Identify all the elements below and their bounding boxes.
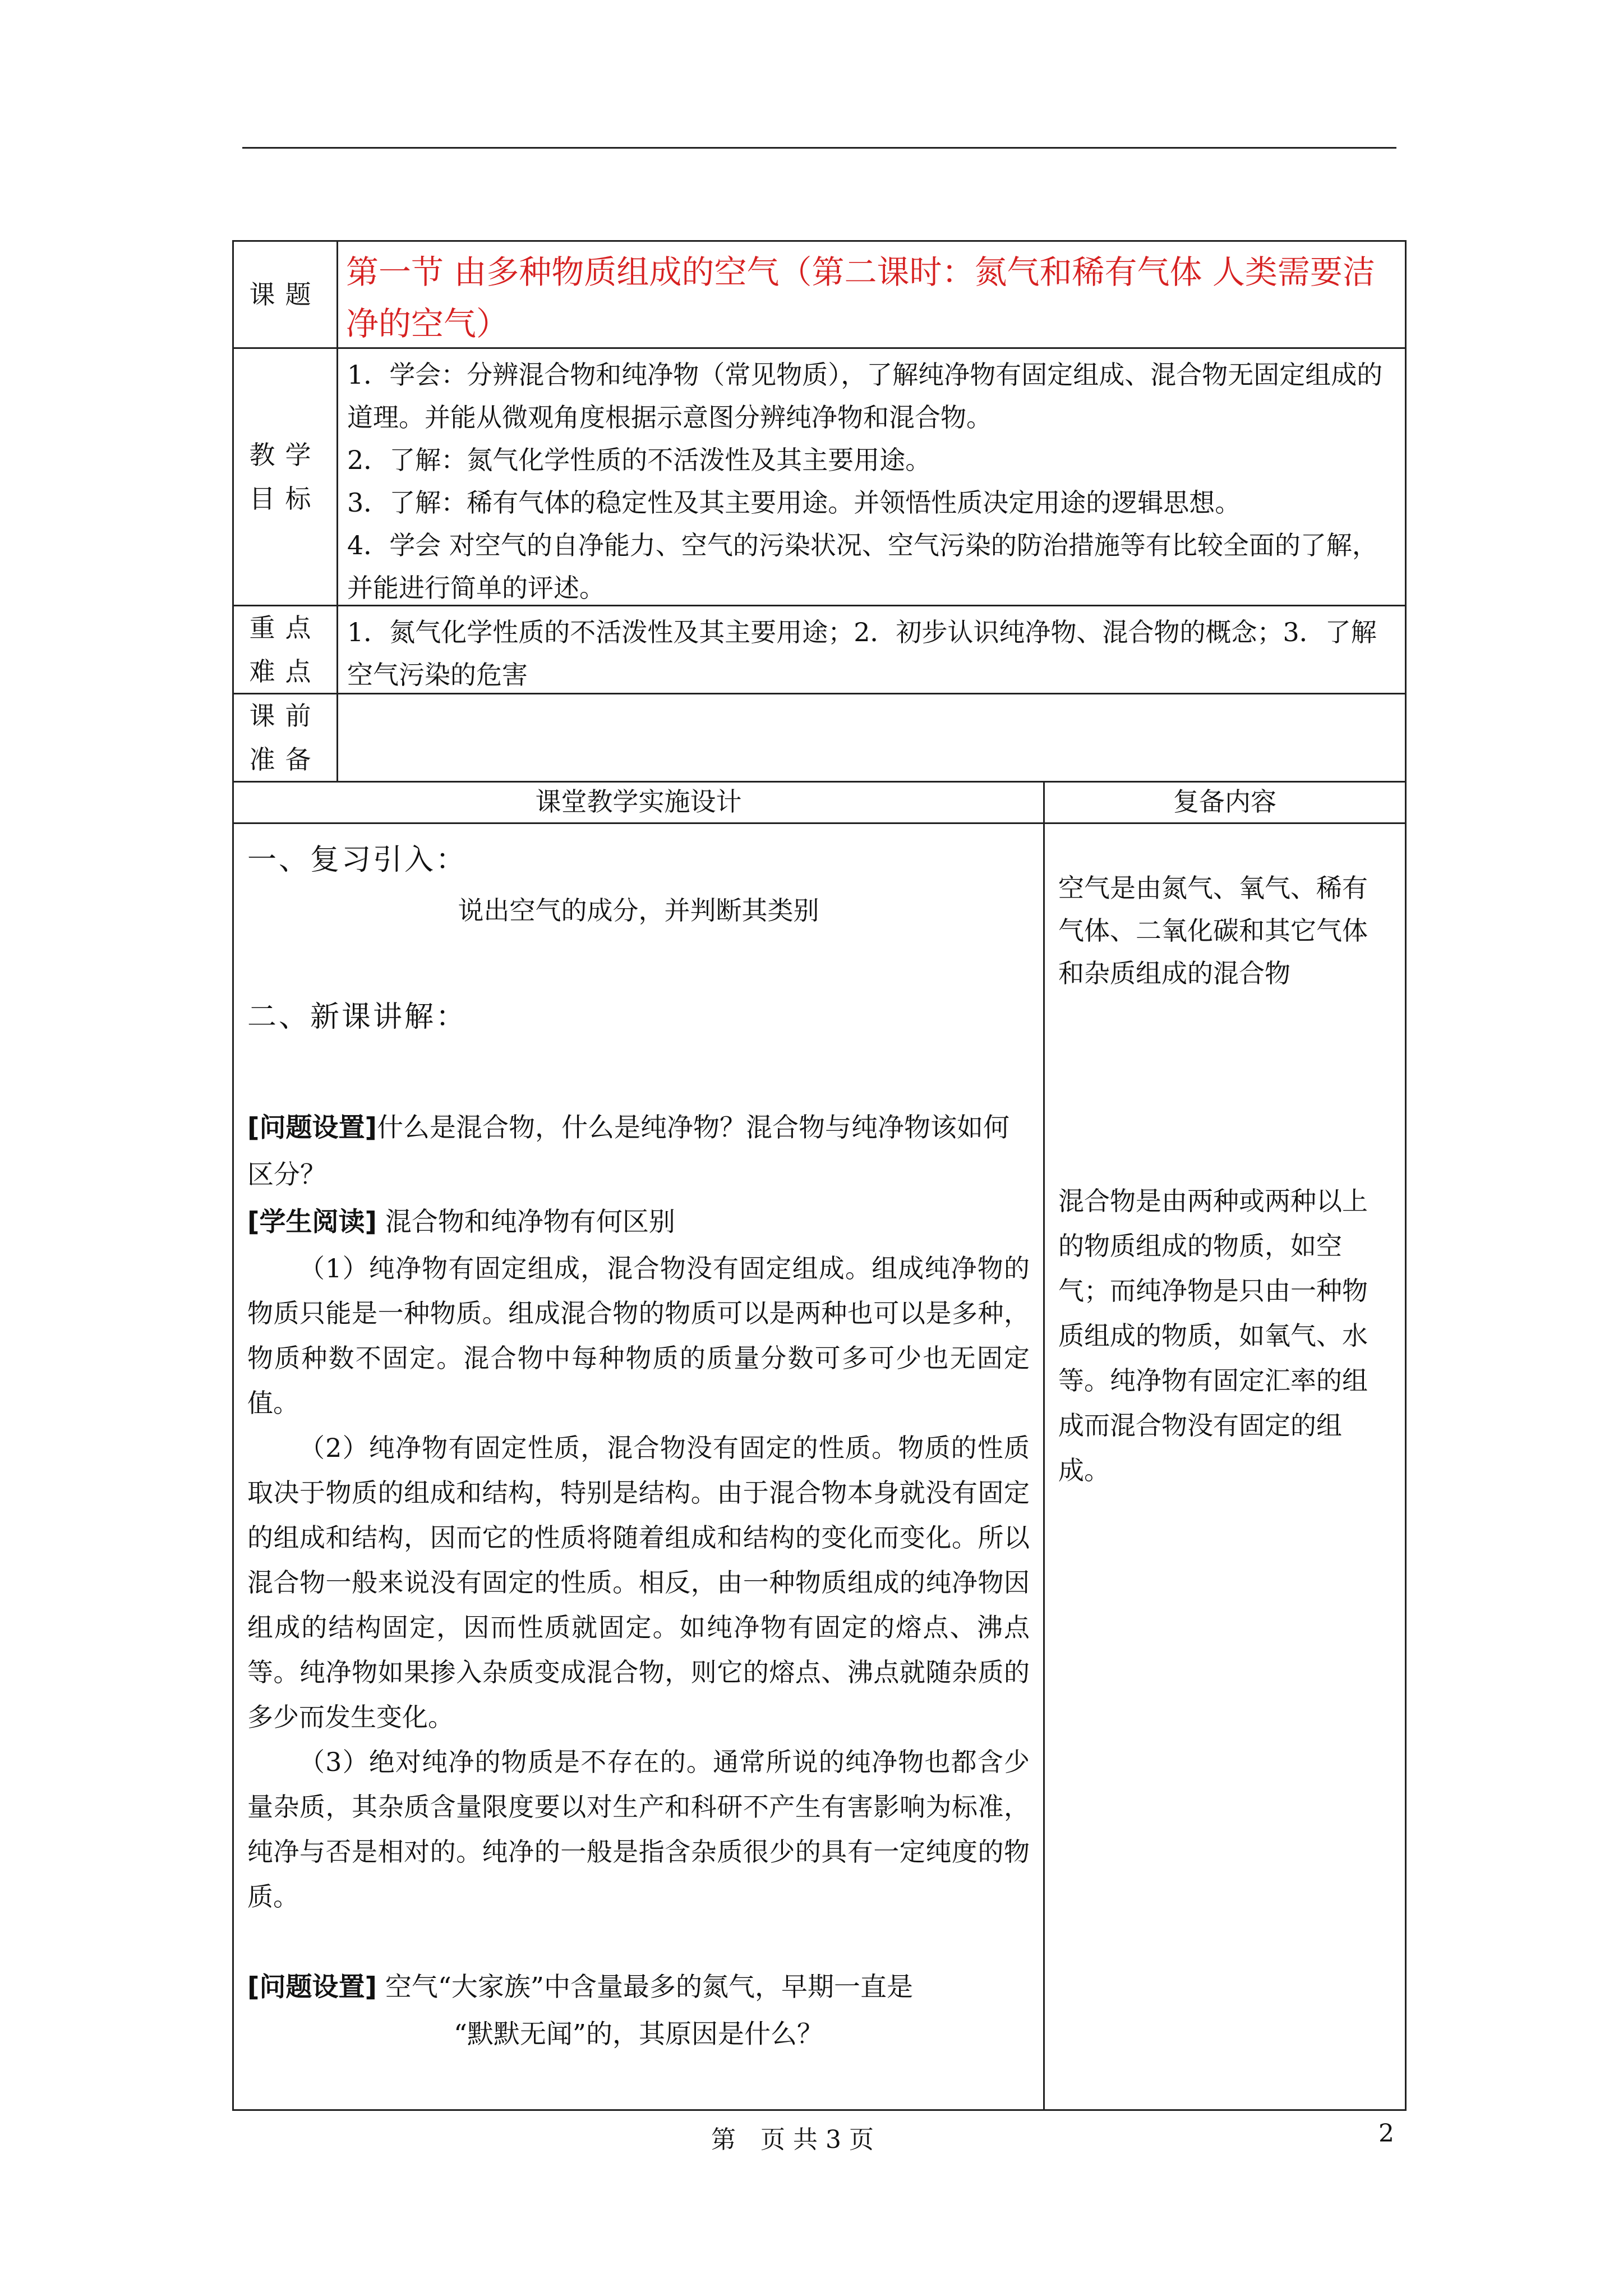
note-mixture-definition: 混合物是由两种或两种以上的物质组成的物质，如空气；而纯净物是只由一种物质组成的物质，如氧气、水等。纯净物有固定汇率的组成而混合物没有固定的组成。 [1058, 1186, 1368, 1485]
goals-row [234, 347, 1405, 605]
prep-row [234, 693, 1405, 781]
design-column-header: 课堂教学实施设计 [234, 783, 1045, 822]
lesson-title: 第一节 由多种物质组成的空气（第二课时：氮气和稀有气体 人类需要洁净的空气） [346, 253, 1375, 343]
key-points-label-line1: 重点 [249, 613, 321, 643]
goal-item: 2．了解：氮气化学性质的不活泼性及其主要用途。 [347, 445, 932, 475]
question-2 [247, 1964, 1030, 2011]
goals-label [234, 349, 338, 605]
reading-paragraph: （3）绝对纯净的物质是不存在的。通常所说的纯净物也都含少量杂质，其杂质含量限度要以对生产和科研不产生有害影响为标准，纯净与否是相对的。纯净的一般是指含杂质很少的具有一定纯度的物质。 [247, 1747, 1030, 1912]
question-1 [247, 1105, 1030, 1199]
question-1-text: 什么是混合物，什么是纯净物？混合物与纯净物该如何区分？ [247, 1112, 1009, 1190]
goal-item: 3．了解：稀有气体的稳定性及其主要用途。并领悟性质决定用途的逻辑思想。 [347, 487, 1241, 518]
review-notes-cell [1045, 824, 1405, 2109]
goals-list [338, 349, 1405, 605]
question-2-line2: “默默无闻”的，其原因是什么？ [453, 2019, 824, 2050]
title-label: 课题 [234, 242, 338, 347]
header-rule [242, 147, 1396, 149]
reading-paragraph: （1）纯净物有固定组成，混合物没有固定组成。组成纯净物的物质只能是一种物质。组成混合物的物质可以是两种也可以是多种，物质种数不固定。混合物中每种物质的质量分数可多可少也无固定值。 [247, 1253, 1030, 1418]
review-question: 说出空气的成分，并判断其类别 [458, 895, 819, 926]
key-points-text: 1．氮气化学性质的不活泼性及其主要用途；2．初步认识纯净物、混合物的概念；3．了解空气污染的危害 [347, 617, 1377, 690]
goals-label-line2: 目标 [249, 484, 321, 514]
question-tag: [问题设置] [247, 1972, 377, 2003]
column-header-row [234, 781, 1405, 822]
student-reading [247, 1199, 1030, 1246]
reading-title: 混合物和纯净物有何区别 [376, 1207, 675, 1237]
page-number: 2 [1378, 2119, 1394, 2148]
review-column-header: 复备内容 [1173, 786, 1276, 817]
question-tag: [问题设置] [247, 1112, 377, 1143]
goal-item: 4．学会 对空气的自净能力、空气的污染状况、空气污染的防治措施等有比较全面的了解，并能进行简单的评述。 [347, 530, 1378, 603]
key-points-row [234, 605, 1405, 693]
key-points-label [234, 606, 338, 693]
reading-tag: [学生阅读] [247, 1207, 377, 1237]
teaching-design-cell [234, 824, 1045, 2109]
title-row [234, 242, 1405, 347]
reading-paragraph: （2）纯净物有固定性质，混合物没有固定的性质。物质的性质取决于物质的组成和结构，特别是结构。由于混合物本身就没有固定的组成和结构，因而它的性质将随着组成和结构的变化而变化。所以混合物一般来说没有固定的性质。相反，由一种物质组成的纯净物因组成的结构固定，因而性质就固定。如纯净物有固定的熔点、沸点等。纯净物如果掺入杂质变成混合物，则它的熔点、沸点就随杂质的多少而发生变化。 [247, 1433, 1030, 1732]
goal-item: 1．学会：分辨混合物和纯净物（常见物质），了解纯净物有固定组成、混合物无固定组成的道理。并能从微观角度根据示意图分辨纯净物和混合物。 [347, 360, 1383, 432]
lesson-plan-table [232, 240, 1407, 2111]
page-info: 第 页 共 3 页 [711, 2125, 874, 2154]
note-air-composition: 空气是由氮气、氧气、稀有气体、二氧化碳和其它气体和杂质组成的混合物 [1058, 873, 1368, 988]
section-review-heading: 一、复习引入： [247, 843, 468, 877]
body-row [234, 822, 1405, 2109]
question-2-line1: 空气“大家族”中含量最多的氮气，早期一直是 [376, 1972, 913, 2003]
prep-label-line2: 准备 [249, 744, 321, 775]
goals-label-line1: 教学 [249, 440, 321, 470]
prep-text [338, 694, 1405, 781]
key-points-label-line2: 难点 [249, 656, 321, 687]
prep-label [234, 694, 338, 781]
section-new-lesson-heading: 二、新课讲解： [247, 1000, 468, 1034]
prep-label-line1: 课前 [249, 701, 321, 731]
